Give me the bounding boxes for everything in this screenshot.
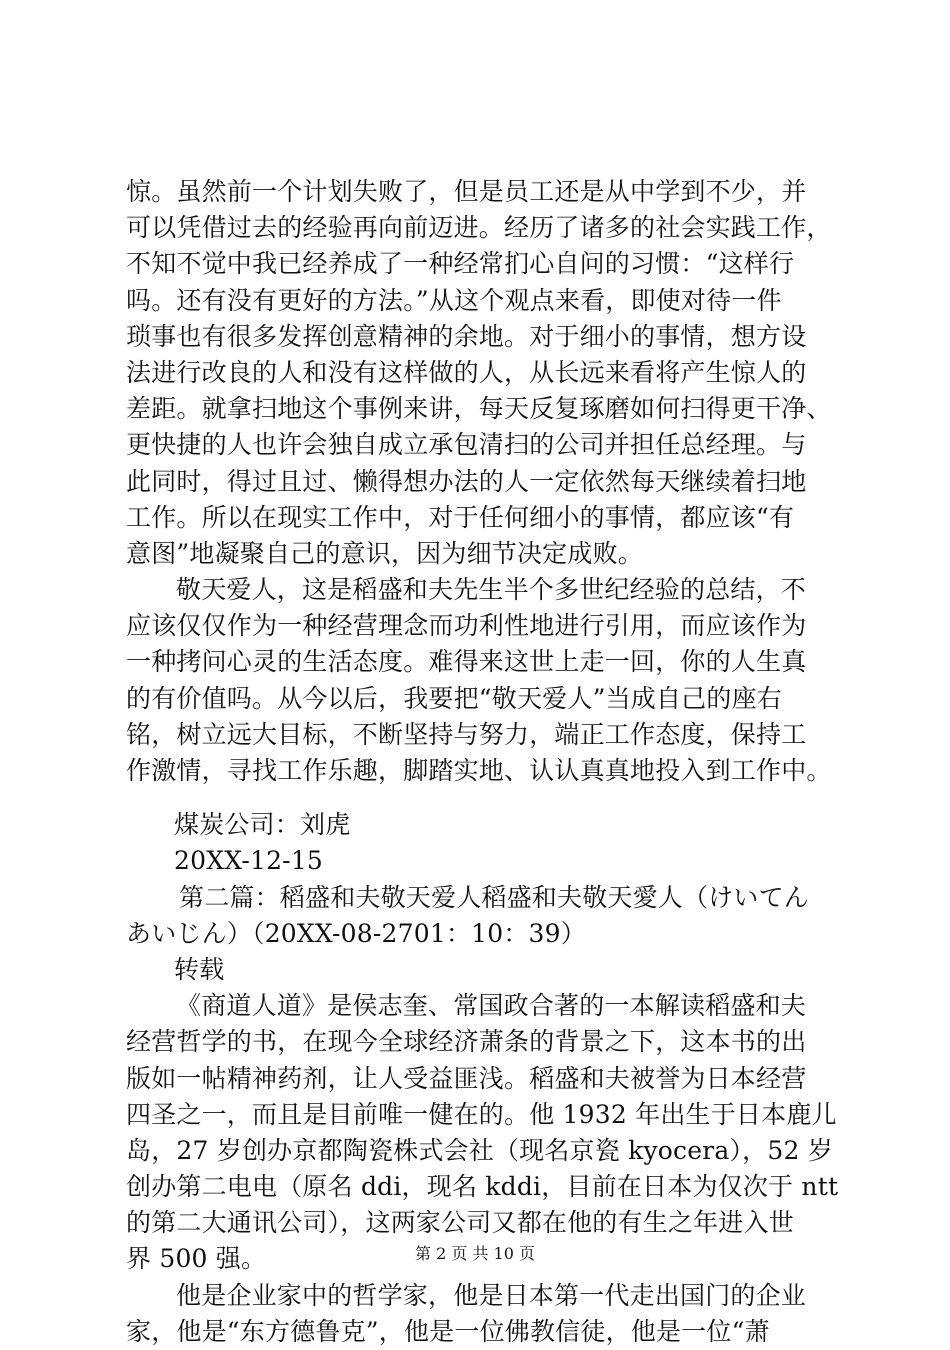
document-body <box>126 174 839 1350</box>
text-line: 的有价值吗。从今以后，我要把“敬天爱人”当成自己的座右 <box>126 683 782 713</box>
paragraph-start-line: 《商道人道》是侯志奎、常国政合著的一本解读稻盛和夫 <box>176 991 807 1021</box>
text-line: 的第二大通讯公司），这两家公司又都在他的有生之年进入世 <box>126 1208 794 1238</box>
text-line: 经营哲学的书，在现今全球经济萧条的背景之下，这本书的出 <box>126 1027 807 1057</box>
paragraph-start-line: 敬天爱人，这是稻盛和夫先生半个多世纪经验的总结，不 <box>176 575 807 605</box>
date-line: 20XX-12-15 <box>174 846 324 876</box>
text-line: 版如一帖精神药剂，让人受益匪浅。稻盛和夫被誉为日本经营 <box>126 1063 807 1093</box>
blank-line <box>126 789 832 807</box>
paragraph-start-line: 他是企业家中的哲学家，他是日本第一代走出国门的企业 <box>176 1280 807 1310</box>
signature-line: 煤炭公司：刘虎 <box>174 810 351 840</box>
text-line: 琐事也有很多发挥创意精神的余地。对于细小的事情，想方设 <box>126 321 807 351</box>
text-line: 应该仅仅作为一种经营理念而功利性地进行引用，而应该作为 <box>126 611 807 641</box>
text-line: 意图”地凝聚自己的意识，因为细节决定成败。 <box>126 538 643 568</box>
text-line: 界 500 强。 <box>126 1244 267 1274</box>
text-line: 吗。还有没有更好的方法。”从这个观点来看，即使对待一件 <box>126 285 782 315</box>
text-line: 四圣之一，而且是目前唯一健在的。他 1932 年出生于日本鹿儿 <box>126 1099 837 1129</box>
section-title-line: あいじん）（20XX-08-2701：10：39） <box>126 918 586 948</box>
text-line: 更快捷的人也许会独自成立承包清扫的公司并担任总经理。与 <box>126 430 807 460</box>
text-line: 铭，树立远大目标，不断坚持与努力，端正工作态度，保持工 <box>126 719 807 749</box>
text-line: 家，他是“东方德鲁克”，他是一位佛教信徒，他是一位“萧 <box>126 1316 770 1346</box>
text-line: 创办第二电电（原名 ddi，现名 kddi，目前在日本为仅次于 ntt <box>126 1172 839 1202</box>
page-number-footer: 第 2 页 共 10 页 <box>415 1244 535 1263</box>
text-line: 差距。就拿扫地这个事例来讲，每天反复琢磨如何扫得更干净、 <box>126 394 832 424</box>
text-line: 岛，27 岁创办京都陶瓷株式会社（现名京瓷 kyocera），52 岁 <box>126 1135 833 1165</box>
section-title-line: 第二篇：稻盛和夫敬天爱人稻盛和夫敬天愛人（けいてん <box>179 882 810 912</box>
text-line: 可以凭借过去的经验再向前迈进。经历了诸多的社会实践工作， <box>126 213 832 243</box>
text-line: 不知不觉中我已经养成了一种经常扪心自问的习惯：“这样行 <box>126 249 795 279</box>
text-line: 法进行改良的人和没有这样做的人，从长远来看将产生惊人的 <box>126 357 807 387</box>
text-line: 一种拷问心灵的生活态度。难得来这世上走一回，你的人生真 <box>126 647 807 677</box>
text-line: 此同时，得过且过、懒得想办法的人一定依然每天继续着扫地 <box>126 466 807 496</box>
text-line: 工作。所以在现实工作中，对于任何细小的事情，都应该“有 <box>126 502 795 532</box>
text-line: 惊。虽然前一个计划失败了，但是员工还是从中学到不少，并 <box>126 177 807 206</box>
repost-label: 转载 <box>174 954 225 984</box>
text-line: 作激情，寻找工作乐趣，脚踏实地、认认真真地投入到工作中。 <box>126 756 832 785</box>
